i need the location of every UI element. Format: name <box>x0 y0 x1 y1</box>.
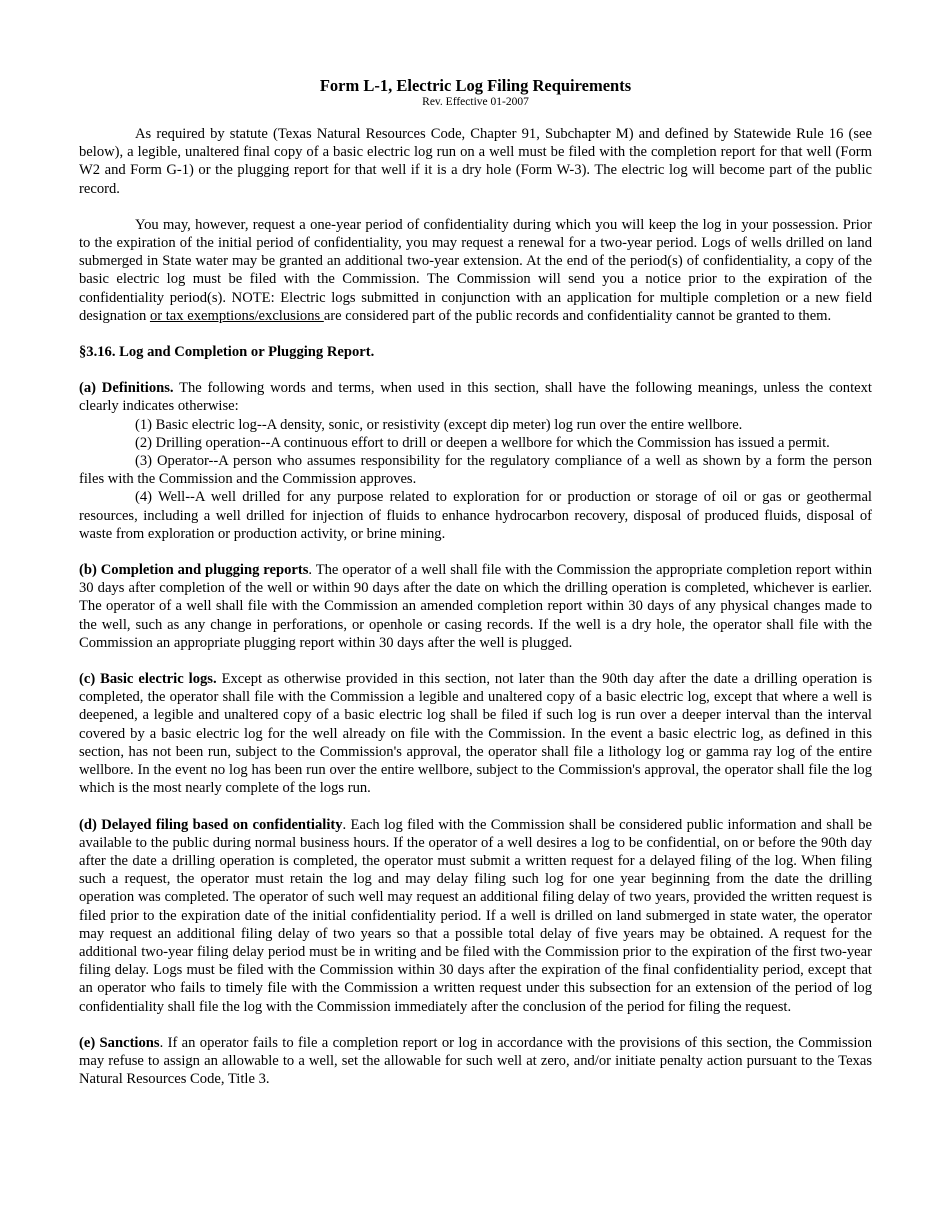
section-c-text: Except as otherwise provided in this section, not later than the 90th day after the date a drilling operation is completed, the operator shall file with the Commission a legible and unaltered copy of a basic electric log, except that where a well is deepened, a legible and unaltered copy of a basic electric log shall be filed if such log is run over a deeper interval than the interval covered by a basic electric log for the well already on file with the Commission. In the event a basic electric log, as defined in this section, has not been run, subject to the Commission's approval, the operator shall file a lithology log or gamma ray log of the entire wellbore. In the event no log has been run over the entire wellbore, subject to the Commission's approval, the operator shall file the log which is the most nearly complete of the logs run. <box>79 671 872 797</box>
section-b <box>79 561 872 652</box>
tax-exemptions-underlined: or tax exemptions/exclusions <box>149 307 324 324</box>
section-d-label: (d) Delayed filing based on confidentiality <box>79 816 343 833</box>
document-page <box>79 76 872 1088</box>
definition-item: (3) Operator--A person who assumes responsibility for the regulatory compliance of a well as shown by a form the person files with the Commission and the Commission approves. <box>79 453 872 488</box>
intro-paragraph-2 <box>79 216 872 325</box>
section-e-text: . If an operator fails to file a completion report or log in accordance with the provisions of this section, the Commission may refuse to assign an allowable to a well, set the allowable for such well at zero, and/or initiate penalty action pursuant to the Texas Natural Resources Code, Title 3. <box>79 1034 872 1088</box>
section-a-label: (a) Definitions. <box>79 380 174 397</box>
page-title: Form L-1, Electric Log Filing Requirements <box>319 76 632 95</box>
intro-paragraph-2-text-a: You may, however, request a one-year period of confidentiality during which you will keep the log in your possession. Prior to the expiration of the initial period of confidentiality, you may request a renewal for a two-year period. Logs of wells drilled on land submerged in State water may be granted an additional two-year extension. At the end of the period(s) of confidentiality, a copy of the basic electric log must be filed with the Commission. The Commission will send you a notice prior to the expiration of the confidentiality period(s). NOTE: Electric logs submitted in conjunction with an application for multiple completion or a new field designation <box>79 216 872 324</box>
section-b-text: . The operator of a well shall file with the Commission the appropriate completion report within 30 days after completion of the well or within 90 days after the date on which the drilling operation is completed, whichever is earlier. The operator of a well shall file with the Commission an amended completion report within 30 days of any physical changes made to the well, such as any change in perforations, or openhole or casing records. If the well is a dry hole, the operator shall file with the Commission an appropriate plugging report within 30 days after the well is plugged. <box>79 562 872 651</box>
section-d-text: . Each log filed with the Commission shall be considered public information and shall be available to the public during normal business hours. If the operator of a well desires a log to be confidential, on or before the 90th day after the date a drilling operation is completed, the operator must submit a written request for a delayed filing of the log. When filing such a request, the operator must retain the log and may delay filing such log for one year beginning from the date the drilling operation was completed. The operator of such well may request an additional filing delay of two years, provided the written request is filed prior to the expiration date of the initial confidentiality period. If a well is drilled on land submerged in state water, the operator may request an additional filing delay of two years so that a possible total delay of five years may be obtained. A request for the additional two-year filing delay period must be in writing and be filed with the Commission prior to the expiration of the first two-year filing delay. Logs must be filed with the Commission within 30 days after the expiration of the final confidentiality period, except that an operator who fails to timely file with the Commission a written request under this subsection for an extension of the period of log confidentiality shall file the log with the Commission immediately after the conclusion of the period for filing the request. <box>79 816 872 1015</box>
section-a-text: The following words and terms, when used in this section, shall have the following meanings, unless the context clearly indicates otherwise: <box>79 380 872 415</box>
definition-item: (1) Basic electric log--A density, sonic, or resistivity (except dip meter) log run over the entire wellbore. <box>135 416 743 433</box>
section-c <box>79 670 872 797</box>
section-d <box>79 816 872 1016</box>
definition-item: (2) Drilling operation--A continuous effort to drill or deepen a wellbore for which the Commission has issued a permit. <box>135 434 830 451</box>
rule-heading: §3.16. Log and Completion or Plugging Report. <box>79 344 375 361</box>
intro-paragraph-1: As required by statute (Texas Natural Resources Code, Chapter 91, Subchapter M) and defined by Statewide Rule 16 (see below), a legible, unaltered final copy of a basic electric log run on a well must be filed with the completion report for that well (Form W2 and Form G-1) or the plugging report for that well if it is a dry hole (Form W-3). The electric log will become part of the public record. <box>79 126 872 197</box>
intro-paragraph-2-text-b: are considered part of the public records and confidentiality cannot be granted to them. <box>323 307 832 324</box>
section-e <box>79 1034 872 1089</box>
section-c-label: (c) Basic electric logs. <box>79 671 217 688</box>
section-e-label: (e) Sanctions <box>79 1034 160 1051</box>
definition-item: (4) Well--A well drilled for any purpose related to exploration for or production or storage of oil or gas or geothermal resources, including a well drilled for injection of fluids to enhance hydrocarbon recovery, disposal of produced fluids, disposal of waste from exploration or production activity, or brine mining. <box>79 489 872 542</box>
section-b-label: (b) Completion and plugging reports <box>79 562 309 579</box>
section-a <box>79 379 872 415</box>
revision-date: Rev. Effective 01-2007 <box>422 96 529 108</box>
